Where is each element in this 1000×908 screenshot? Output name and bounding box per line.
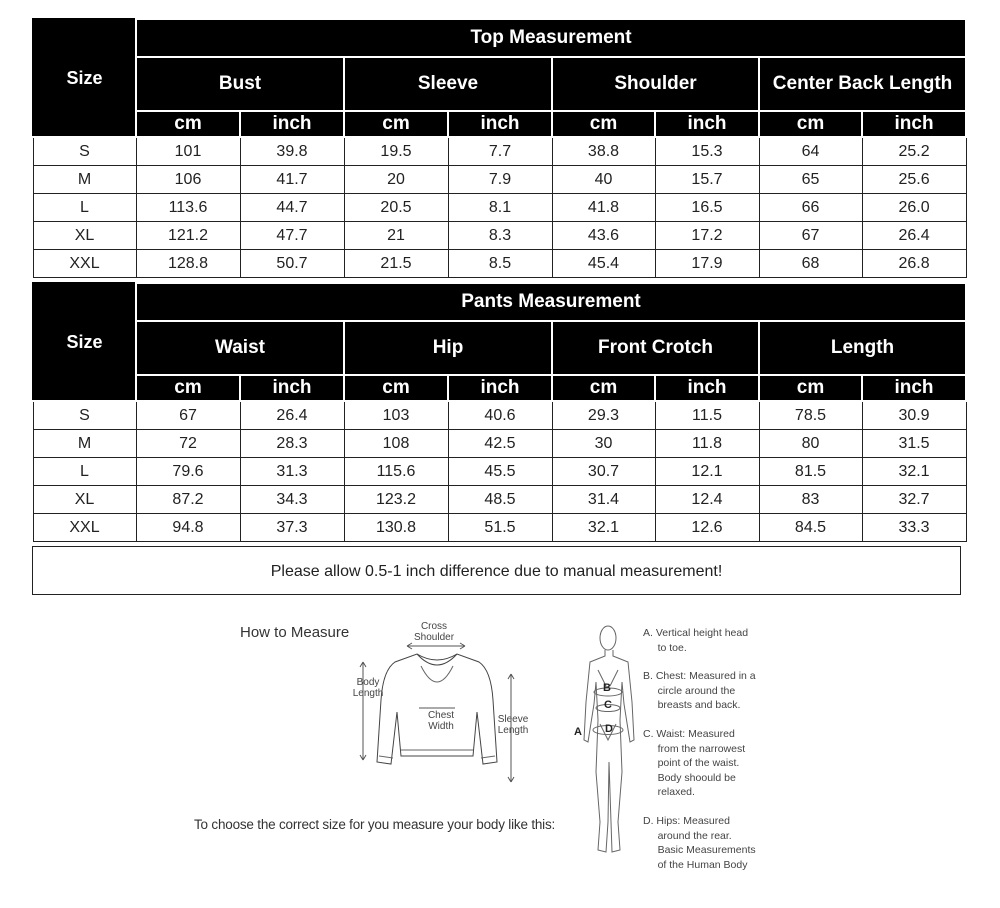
- unit-header: inch: [448, 375, 552, 401]
- value-cell: 78.5: [759, 401, 862, 430]
- choose-size-instruction: To choose the correct size for you measure your body like this:: [194, 817, 556, 832]
- value-cell: 31.4: [552, 486, 655, 514]
- group-header-length: Length: [759, 321, 966, 375]
- group-header-center-back-length: Center Back Length: [759, 57, 966, 111]
- value-cell: 41.7: [240, 166, 344, 194]
- value-cell: 11.8: [655, 430, 759, 458]
- unit-header: inch: [655, 375, 759, 401]
- value-cell: 26.8: [862, 250, 966, 278]
- value-cell: 8.5: [448, 250, 552, 278]
- unit-header: cm: [136, 111, 240, 137]
- value-cell: 16.5: [655, 194, 759, 222]
- value-cell: 15.7: [655, 166, 759, 194]
- value-cell: 115.6: [344, 458, 448, 486]
- value-cell: 8.3: [448, 222, 552, 250]
- value-cell: 123.2: [344, 486, 448, 514]
- value-cell: 31.3: [240, 458, 344, 486]
- label-letter-d: D: [605, 723, 613, 735]
- value-cell: 32.1: [552, 514, 655, 542]
- value-cell: 45.5: [448, 458, 552, 486]
- group-header-sleeve: Sleeve: [344, 57, 552, 111]
- value-cell: 106: [136, 166, 240, 194]
- value-cell: 12.6: [655, 514, 759, 542]
- table-title: Pants Measurement: [136, 283, 966, 321]
- value-cell: 47.7: [240, 222, 344, 250]
- value-cell: 15.3: [655, 137, 759, 166]
- value-cell: 84.5: [759, 514, 862, 542]
- value-cell: 28.3: [240, 430, 344, 458]
- value-cell: 25.6: [862, 166, 966, 194]
- value-cell: 26.4: [862, 222, 966, 250]
- value-cell: 101: [136, 137, 240, 166]
- size-cell: S: [33, 401, 136, 430]
- value-cell: 12.4: [655, 486, 759, 514]
- pants-table-body: [33, 401, 966, 542]
- legend-chest: B. Chest: Measured in a circle around the breasts and back.: [643, 670, 756, 711]
- table-row: [33, 430, 966, 458]
- value-cell: 25.2: [862, 137, 966, 166]
- legend-hips: D. Hips: Measured around the rear. Basic Measurements of the Human Body: [643, 815, 756, 871]
- measurement-note: Please allow 0.5-1 inch difference due to manual measurement!: [32, 546, 961, 595]
- chest-width-label: Chest Width: [427, 710, 455, 732]
- legend-height: A. Vertical height head to toe.: [643, 627, 749, 654]
- value-cell: 26.0: [862, 194, 966, 222]
- value-cell: 66: [759, 194, 862, 222]
- value-cell: 26.4: [240, 401, 344, 430]
- unit-header: inch: [240, 111, 344, 137]
- value-cell: 103: [344, 401, 448, 430]
- unit-header: cm: [552, 375, 655, 401]
- label-letter-b: B: [603, 682, 611, 694]
- value-cell: 80: [759, 430, 862, 458]
- legend-waist: C. Waist: Measured from the narrowest point of the waist. Body shoould be relaxed.: [643, 728, 746, 798]
- value-cell: 30.9: [862, 401, 966, 430]
- value-cell: 128.8: [136, 250, 240, 278]
- unit-header: inch: [448, 111, 552, 137]
- size-cell: M: [33, 166, 136, 194]
- group-header-front-crotch: Front Crotch: [552, 321, 759, 375]
- table-row: [33, 166, 966, 194]
- table-row: [33, 486, 966, 514]
- value-cell: 32.7: [862, 486, 966, 514]
- group-header-shoulder: Shoulder: [552, 57, 759, 111]
- size-cell: XL: [33, 222, 136, 250]
- table-row: [33, 137, 966, 166]
- value-cell: 17.9: [655, 250, 759, 278]
- sleeve-length-label: Sleeve Length: [497, 714, 529, 736]
- group-header-hip: Hip: [344, 321, 552, 375]
- value-cell: 8.1: [448, 194, 552, 222]
- label-letter-c: C: [604, 699, 612, 711]
- value-cell: 39.8: [240, 137, 344, 166]
- label-letter-a: A: [574, 726, 582, 738]
- size-cell: XL: [33, 486, 136, 514]
- value-cell: 44.7: [240, 194, 344, 222]
- value-cell: 30: [552, 430, 655, 458]
- value-cell: 41.8: [552, 194, 655, 222]
- value-cell: 50.7: [240, 250, 344, 278]
- size-cell: L: [33, 458, 136, 486]
- value-cell: 79.6: [136, 458, 240, 486]
- value-cell: 72: [136, 430, 240, 458]
- table-row: [33, 194, 966, 222]
- top-measurement-table: [32, 18, 967, 278]
- unit-header: inch: [240, 375, 344, 401]
- value-cell: 38.8: [552, 137, 655, 166]
- value-cell: 33.3: [862, 514, 966, 542]
- table-row: [33, 458, 966, 486]
- value-cell: 20.5: [344, 194, 448, 222]
- unit-header: cm: [344, 375, 448, 401]
- value-cell: 67: [136, 401, 240, 430]
- top-table-body: [33, 137, 966, 278]
- table-row: [33, 222, 966, 250]
- value-cell: 40: [552, 166, 655, 194]
- value-cell: 48.5: [448, 486, 552, 514]
- body-figure-diagram: [582, 622, 642, 862]
- value-cell: 68: [759, 250, 862, 278]
- value-cell: 64: [759, 137, 862, 166]
- value-cell: 108: [344, 430, 448, 458]
- unit-header: cm: [759, 375, 862, 401]
- value-cell: 65: [759, 166, 862, 194]
- value-cell: 12.1: [655, 458, 759, 486]
- size-cell: XXL: [33, 514, 136, 542]
- table-row: [33, 514, 966, 542]
- unit-header: cm: [759, 111, 862, 137]
- value-cell: 30.7: [552, 458, 655, 486]
- value-cell: 83: [759, 486, 862, 514]
- body-length-label: Body Length: [352, 677, 384, 699]
- sweater-diagram: [355, 630, 535, 790]
- value-cell: 32.1: [862, 458, 966, 486]
- unit-header: inch: [655, 111, 759, 137]
- unit-header: cm: [344, 111, 448, 137]
- size-cell: S: [33, 137, 136, 166]
- value-cell: 20: [344, 166, 448, 194]
- value-cell: 51.5: [448, 514, 552, 542]
- group-header-waist: Waist: [136, 321, 344, 375]
- size-cell: M: [33, 430, 136, 458]
- value-cell: 81.5: [759, 458, 862, 486]
- value-cell: 7.9: [448, 166, 552, 194]
- unit-header: cm: [136, 375, 240, 401]
- value-cell: 34.3: [240, 486, 344, 514]
- size-header: Size: [33, 19, 136, 137]
- value-cell: 45.4: [552, 250, 655, 278]
- pants-measurement-table: [32, 282, 967, 542]
- value-cell: 94.8: [136, 514, 240, 542]
- value-cell: 113.6: [136, 194, 240, 222]
- table-row: [33, 401, 966, 430]
- value-cell: 21.5: [344, 250, 448, 278]
- value-cell: 40.6: [448, 401, 552, 430]
- unit-header: inch: [862, 375, 966, 401]
- size-cell: L: [33, 194, 136, 222]
- value-cell: 11.5: [655, 401, 759, 430]
- table-title: Top Measurement: [136, 19, 966, 57]
- value-cell: 29.3: [552, 401, 655, 430]
- size-cell: XXL: [33, 250, 136, 278]
- unit-header: inch: [862, 111, 966, 137]
- value-cell: 42.5: [448, 430, 552, 458]
- size-header: Size: [33, 283, 136, 401]
- value-cell: 87.2: [136, 486, 240, 514]
- group-header-bust: Bust: [136, 57, 344, 111]
- value-cell: 19.5: [344, 137, 448, 166]
- table-row: [33, 250, 966, 278]
- how-to-measure-title: How to Measure: [240, 624, 350, 641]
- cross-shoulder-label: Cross Shoulder: [414, 621, 455, 643]
- value-cell: 7.7: [448, 137, 552, 166]
- value-cell: 17.2: [655, 222, 759, 250]
- value-cell: 37.3: [240, 514, 344, 542]
- unit-header: cm: [552, 111, 655, 137]
- value-cell: 43.6: [552, 222, 655, 250]
- value-cell: 31.5: [862, 430, 966, 458]
- value-cell: 121.2: [136, 222, 240, 250]
- value-cell: 67: [759, 222, 862, 250]
- value-cell: 21: [344, 222, 448, 250]
- value-cell: 130.8: [344, 514, 448, 542]
